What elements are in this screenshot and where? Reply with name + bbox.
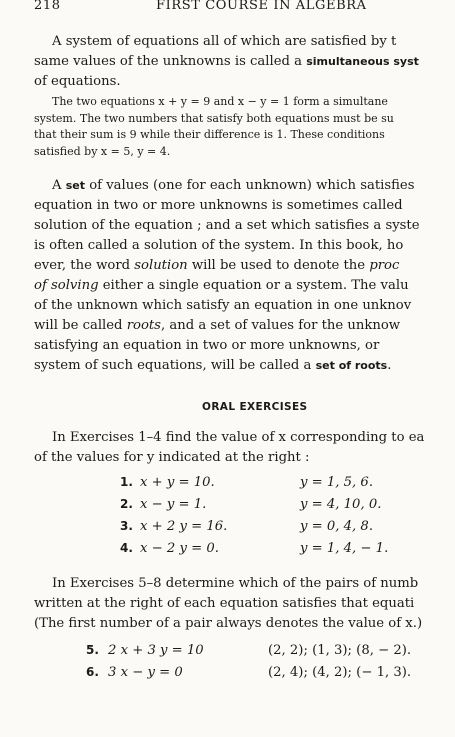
text-line: equation in two or more unknowns is sometimes called <box>34 198 403 213</box>
exercise-item: 3. x + 2 y = 16. y = 0, 4, 8. <box>120 519 374 534</box>
text-line: of the values for y indicated at the right : <box>34 450 310 465</box>
text-line: is often called a solution of the system. In this book, ho <box>34 238 404 253</box>
page-header <box>28 0 455 18</box>
exercise-item: 1. x + y = 10. y = 1, 5, 6. <box>120 475 374 490</box>
running-title: FIRST COURSE IN ALGEBRA <box>156 0 367 13</box>
text-line: of solving either a single equation or a system. The valu <box>34 278 409 293</box>
page-number: 218 <box>34 0 61 13</box>
text-line: ever, the word solution will be used to denote the proc <box>34 258 400 273</box>
exercise-item: 4. x − 2 y = 0. y = 1, 4, − 1. <box>120 541 389 556</box>
text-line: satisfying an equation in two or more unknowns, or <box>34 338 380 353</box>
text-line: The two equations x + y = 9 and x − y = 1 form a simultane <box>52 95 388 108</box>
exercise-item: 5. 2 x + 3 y = 10 (2, 2); (1, 3); (8, − 2). <box>86 643 412 658</box>
definition-paragraph <box>34 32 455 92</box>
text-line: of equations. <box>34 74 121 89</box>
text-line: (The first number of a pair always denotes the value of x.) <box>34 616 423 631</box>
set-of-roots-paragraph <box>34 176 455 376</box>
exercise-item: 2. x − y = 1. y = 4, 10, 0. <box>120 497 382 512</box>
exercise-intro-2 <box>34 574 455 634</box>
text-line: A system of equations all of which are satisfied by t <box>52 34 397 49</box>
example-note <box>34 94 455 160</box>
text-line: written at the right of each equation satisfies that equati <box>34 596 415 611</box>
text-line: that their sum is 9 while their difference is 1. These conditions <box>34 128 385 141</box>
exercise-intro-1 <box>34 428 455 468</box>
section-heading: ORAL EXERCISES <box>202 401 308 413</box>
text-line: same values of the unknowns is called a simultaneous syst <box>34 54 419 69</box>
text-line: will be called roots, and a set of values for the unknow <box>34 318 401 333</box>
text-line: In Exercises 1–4 find the value of x corresponding to ea <box>52 430 425 445</box>
text-line: A set of values (one for each unknown) which satisfies <box>52 178 415 193</box>
text-line: satisfied by x = 5, y = 4. <box>34 144 171 158</box>
text-line: system. The two numbers that satisfy both equations must be su <box>34 111 394 125</box>
text-line: solution of the equation ; and a set which satisfies a syste <box>34 218 420 233</box>
text-line: of the unknown which satisfy an equation in one unknov <box>34 298 412 313</box>
exercise-item: 6. 3 x − y = 0 (2, 4); (4, 2); (− 1, 3). <box>86 665 412 680</box>
text-line: system of such equations, will be called a set of roots. <box>34 358 392 373</box>
text-line: In Exercises 5–8 determine which of the pairs of numb <box>52 576 419 591</box>
